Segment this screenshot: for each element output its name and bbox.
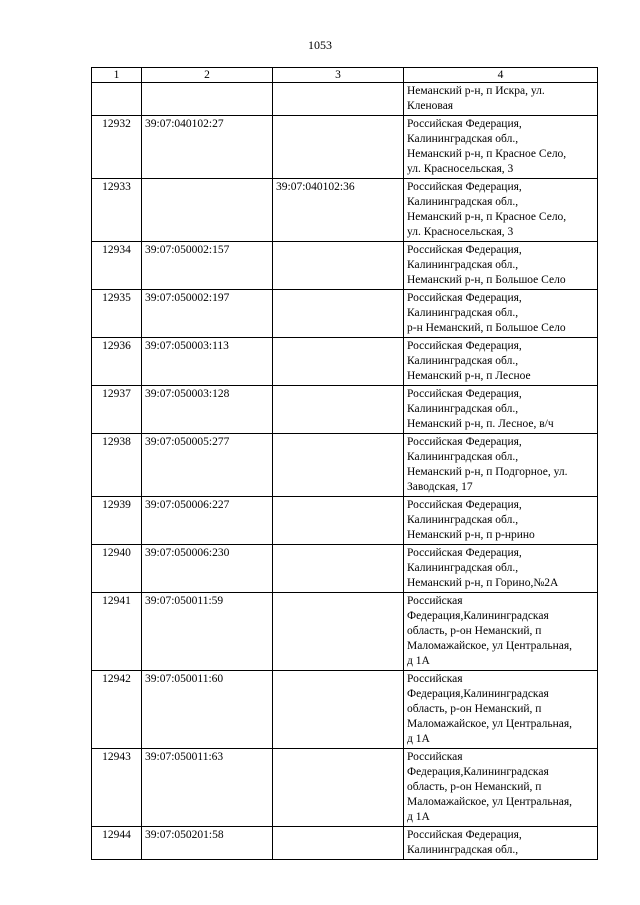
cadastral-number-alt-cell xyxy=(273,593,404,671)
row-number-cell: 12938 xyxy=(92,434,142,497)
cadastral-number-cell: 39:07:050002:157 xyxy=(142,242,273,290)
cadastral-number-cell: 39:07:050005:277 xyxy=(142,434,273,497)
row-number-cell: 12942 xyxy=(92,671,142,749)
table-row xyxy=(92,593,598,671)
column-header-4: 4 xyxy=(404,68,598,83)
row-number-cell: 12935 xyxy=(92,290,142,338)
cadastral-number-cell: 39:07:040102:27 xyxy=(142,116,273,179)
table-row xyxy=(92,338,598,386)
cadastral-number-alt-cell xyxy=(273,545,404,593)
address-cell: Российская Федерация,Калининградская область, р-он Неманский, п Маломажайское, ул Центральная, д 1А xyxy=(404,749,598,827)
cadastral-number-cell: 39:07:050006:227 xyxy=(142,497,273,545)
cadastral-number-alt-cell xyxy=(273,827,404,860)
page-number: 1053 xyxy=(308,38,332,52)
row-number-cell: 12939 xyxy=(92,497,142,545)
cadastral-number-cell xyxy=(142,179,273,242)
cadastral-number-alt-cell xyxy=(273,386,404,434)
table-row xyxy=(92,749,598,827)
cadastral-number-alt-cell: 39:07:040102:36 xyxy=(273,179,404,242)
table-row xyxy=(92,116,598,179)
cadastral-number-alt-cell xyxy=(273,290,404,338)
cadastral-number-alt-cell xyxy=(273,497,404,545)
column-header-2: 2 xyxy=(142,68,273,83)
address-cell: Неманский р-н, п Искра, ул. Кленовая xyxy=(404,83,598,116)
table-row xyxy=(92,242,598,290)
table-row xyxy=(92,671,598,749)
table-row xyxy=(92,290,598,338)
cadastral-number-cell: 39:07:050011:63 xyxy=(142,749,273,827)
cadastral-number-cell: 39:07:050201:58 xyxy=(142,827,273,860)
registry-table xyxy=(91,67,598,860)
row-number-cell: 12937 xyxy=(92,386,142,434)
cadastral-number-cell: 39:07:050003:128 xyxy=(142,386,273,434)
address-cell: Российская Федерация,Калининградская область, р-он Неманский, п Маломажайское, ул Центральная, д 1А xyxy=(404,671,598,749)
cadastral-number-cell: 39:07:050011:60 xyxy=(142,671,273,749)
table-row xyxy=(92,386,598,434)
row-number-cell: 12943 xyxy=(92,749,142,827)
table-body xyxy=(92,83,598,860)
address-cell: Российская Федерация, Калининградская обл., Неманский р-н, п Красное Село, ул. Красносельская, 3 xyxy=(404,116,598,179)
cadastral-number-cell: 39:07:050011:59 xyxy=(142,593,273,671)
row-number-cell xyxy=(92,83,142,116)
row-number-cell: 12933 xyxy=(92,179,142,242)
cadastral-number-alt-cell xyxy=(273,242,404,290)
cadastral-number-cell: 39:07:050002:197 xyxy=(142,290,273,338)
table-row xyxy=(92,827,598,860)
row-number-cell: 12936 xyxy=(92,338,142,386)
cadastral-number-alt-cell xyxy=(273,671,404,749)
cadastral-number-cell xyxy=(142,83,273,116)
address-cell: Российская Федерация, Калининградская обл., р-н Неманский, п Большое Село xyxy=(404,290,598,338)
address-cell: Российская Федерация, Калининградская обл., Неманский р-н, п Красное Село, ул. Красносельская, 3 xyxy=(404,179,598,242)
cadastral-number-alt-cell xyxy=(273,749,404,827)
address-cell: Российская Федерация, Калининградская обл., Неманский р-н, п Подгорное, ул. Заводская, 17 xyxy=(404,434,598,497)
row-number-cell: 12932 xyxy=(92,116,142,179)
table-row xyxy=(92,545,598,593)
cadastral-number-cell: 39:07:050006:230 xyxy=(142,545,273,593)
column-header-3: 3 xyxy=(273,68,404,83)
row-number-cell: 12941 xyxy=(92,593,142,671)
table-row xyxy=(92,83,598,116)
address-cell: Российская Федерация, Калининградская обл., Неманский р-н, п Большое Село xyxy=(404,242,598,290)
cadastral-number-alt-cell xyxy=(273,338,404,386)
cadastral-number-cell: 39:07:050003:113 xyxy=(142,338,273,386)
address-cell: Российская Федерация, Калининградская обл., Неманский р-н, п Горино,№2А xyxy=(404,545,598,593)
row-number-cell: 12934 xyxy=(92,242,142,290)
address-cell: Российская Федерация, Калининградская обл., Неманский р-н, п. Лесное, в/ч xyxy=(404,386,598,434)
row-number-cell: 12940 xyxy=(92,545,142,593)
address-cell: Российская Федерация, Калининградская обл., Неманский р-н, п Лесное xyxy=(404,338,598,386)
table-row xyxy=(92,434,598,497)
column-header-1: 1 xyxy=(92,68,142,83)
cadastral-number-alt-cell xyxy=(273,434,404,497)
address-cell: Российская Федерация,Калининградская область, р-он Неманский, п Маломажайское, ул Центральная, д 1А xyxy=(404,593,598,671)
cadastral-number-alt-cell xyxy=(273,116,404,179)
cadastral-number-alt-cell xyxy=(273,83,404,116)
table-row xyxy=(92,497,598,545)
address-cell: Российская Федерация, Калининградская обл., Неманский р-н, п р-нрино xyxy=(404,497,598,545)
table-header-row xyxy=(92,68,598,83)
address-cell: Российская Федерация, Калининградская обл., xyxy=(404,827,598,860)
table-row xyxy=(92,179,598,242)
row-number-cell: 12944 xyxy=(92,827,142,860)
